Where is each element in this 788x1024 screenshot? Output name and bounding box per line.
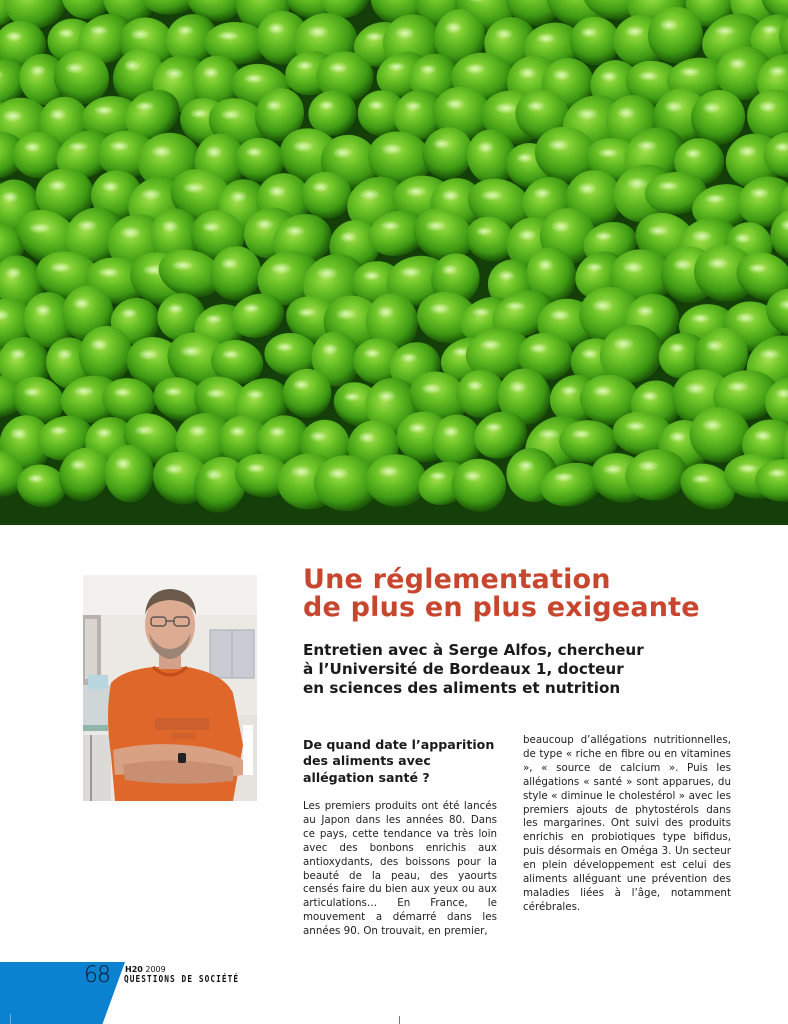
footer-accent-line [10,1014,11,1024]
subtitle-line-2: à l’Université de Bordeaux 1, docteur [303,660,624,678]
magazine-section: QUESTIONS DE SOCIÉTÉ [124,974,240,985]
magazine-year: 2009 [145,965,166,974]
answer-column-2: beaucoup d’allégations nutritionnelles, de type « riche en fibre ou en vitamines », « source de calcium ». Puis les allégations « santé » sont apparues, du style « diminue le cholestérol » avec les premiers ajouts de phytostérols dans les margarines. Ont suivi des produits enrichis en probiotiques type bifidus, puis désormais en Oméga 3. Un secteur en plein développement est celui des aliments alléguant une prévention des maladies liées à l’âge, notamment cérébrales. [523,734,731,913]
subtitle-line-3: en sciences des aliments et nutrition [303,679,621,697]
portrait-illustration [83,575,257,801]
portrait-photo [83,575,257,801]
interview-question: De quand date l’apparition des aliments avec allégation santé ? [303,737,495,785]
answer-column-1: Les premiers produits ont été lancés au Japon dans les années 80. Dans ce pays, cette tendance va très loin avec des bonbons enrichis aux antioxydants, des boissons pour la beauté de la peau, des yaourts censés faire du bien aux yeux ou aux articulations… En France, le mouvement a démarré dans les années 90. On trouvait, en premier, [303,800,497,938]
article-title [303,566,773,622]
title-line-2: de plus en plus exigeante [303,592,700,623]
page-number: 68 [84,963,110,988]
magazine-name: H20 [125,965,143,974]
subtitle-line-1: Entretien avec à Serge Alfos, chercheur [303,641,644,659]
magazine-issue [125,965,166,974]
center-crop-mark [399,1016,400,1024]
article-subtitle [303,641,773,698]
title-line-1: Une réglementation [303,564,611,595]
